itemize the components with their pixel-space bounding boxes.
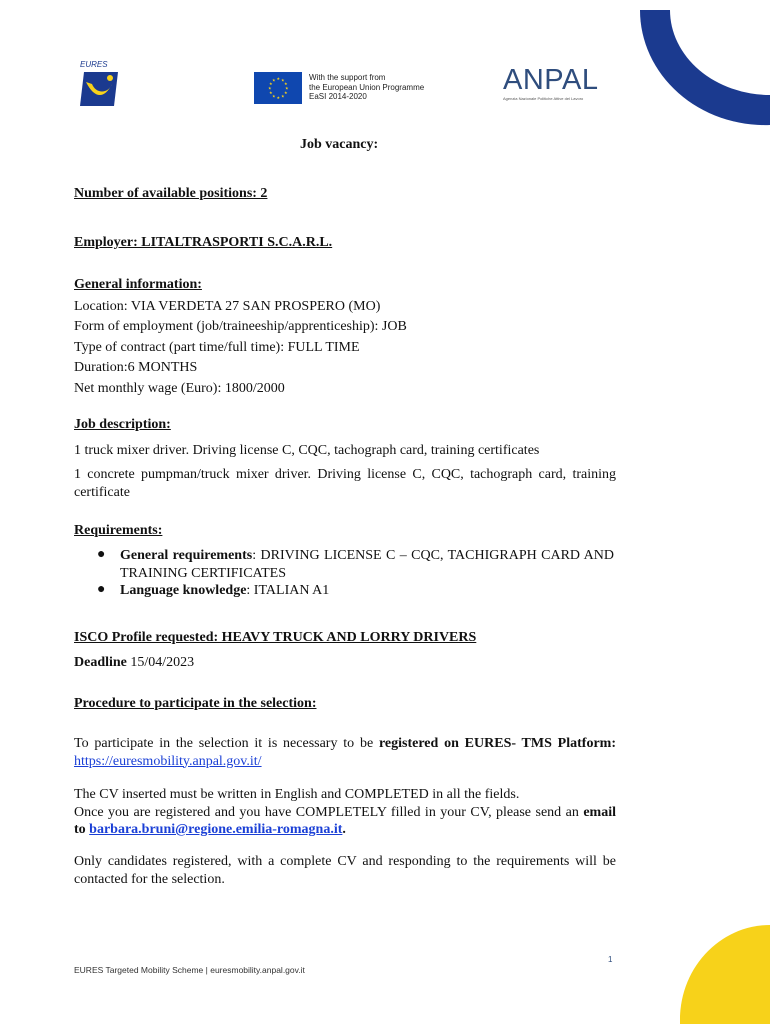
- anpal-logo: [503, 64, 618, 104]
- svg-text:★: ★: [276, 76, 281, 81]
- procedure-paragraph: [74, 735, 616, 770]
- eu-support-line: With the support from: [309, 73, 386, 82]
- deadline-label: Deadline: [74, 655, 127, 670]
- svg-text:★: ★: [269, 90, 273, 95]
- period: .: [342, 822, 346, 837]
- wage-line: Net monthly wage (Euro): 1800/2000: [74, 381, 285, 396]
- bullet-icon: ●: [97, 582, 106, 597]
- location-line: Location: VIA VERDETA 27 SAN PROSPERO (MO): [74, 299, 381, 314]
- procedure-text: To participate in the selection it is necessary to be: [74, 736, 379, 751]
- footer-text: EURES Targeted Mobility Scheme | euresmobility.anpal.gov.it: [74, 965, 305, 975]
- svg-text:★: ★: [281, 77, 285, 83]
- eu-support-text: [309, 73, 449, 102]
- eures-logo: [74, 58, 124, 110]
- employment-form-line: Form of employment (job/traineeship/apprenticeship): JOB: [74, 319, 407, 334]
- svg-text:★: ★: [272, 77, 276, 83]
- eu-support-line: EaSI 2014-2020: [309, 92, 367, 102]
- procedure-emphasis: registered on EURES- TMS Platform:: [378, 736, 616, 751]
- general-info-heading: General information:: [74, 277, 202, 292]
- requirement-text: [120, 582, 614, 600]
- job-description-line: 1 concrete pumpman/truck mixer driver. Driving license C, CQC, tachograph card, training certificate: [74, 467, 616, 500]
- eu-flag: [254, 72, 302, 104]
- requirement-value: : ITALIAN A1: [246, 583, 330, 598]
- eu-stars-icon: [254, 72, 302, 104]
- page-title: Job vacancy:: [300, 137, 379, 152]
- svg-text:★: ★: [276, 95, 281, 100]
- isco-profile: ISCO Profile requested: HEAVY TRUCK AND LORRY DRIVERS: [74, 630, 477, 645]
- requirement-label: General requirements: [120, 548, 253, 563]
- duration-line: Duration:6 MONTHS: [74, 360, 198, 375]
- employer-heading: Employer: LITALTRASPORTI S.C.A.R.L.: [74, 235, 333, 250]
- cv-text: Once you are registered and you have COMPLETELY filled in your CV, please send an: [74, 804, 584, 820]
- positions-heading: Number of available positions: 2: [74, 186, 268, 201]
- page-number: 1: [608, 955, 613, 964]
- svg-text:★: ★: [284, 90, 288, 95]
- email-to-label: email to: [74, 804, 616, 837]
- requirement-label: Language knowledge: [120, 583, 247, 598]
- svg-text:★: ★: [272, 93, 276, 99]
- job-description-line: 1 truck mixer driver. Driving license C, CQC, tachograph card, training certificates: [74, 443, 540, 458]
- bottom-corner-disc: [680, 925, 770, 1024]
- anpal-logo-text: ANPAL: [503, 64, 599, 96]
- bullet-icon: ●: [97, 547, 106, 562]
- selection-note: Only candidates registered, with a complete CV and responding to the requirements will be contacted for the selection.: [74, 854, 616, 887]
- anpal-logo-subtitle: Agenzia Nazionale Politiche Attive del Lavoro: [503, 96, 584, 101]
- svg-text:★: ★: [269, 81, 273, 86]
- cv-text: The CV inserted must be written in English and COMPLETED in all the fields.: [74, 787, 520, 802]
- requirement-text: [120, 547, 614, 582]
- eures-logo-icon: [74, 58, 124, 110]
- contract-type-line: Type of contract (part time/full time): FULL TIME: [74, 340, 360, 355]
- procedure-heading: Procedure to participate in the selection:: [74, 696, 317, 711]
- requirement-value: : DRIVING LICENSE C – CQC, TACHIGRAPH CARD AND TRAINING CERTIFICATES: [120, 548, 615, 581]
- svg-text:★: ★: [268, 85, 272, 91]
- svg-text:★: ★: [281, 93, 285, 99]
- eu-support-line: the European Union Programme: [309, 82, 425, 92]
- deadline: [74, 653, 194, 673]
- top-corner-arc: [640, 0, 770, 130]
- svg-text:★: ★: [285, 85, 289, 91]
- cv-paragraph: [74, 786, 616, 839]
- job-description-heading: Job description:: [74, 417, 171, 432]
- deadline-value: 15/04/2023: [130, 655, 195, 670]
- eures-tms-link[interactable]: https://euresmobility.anpal.gov.it/: [74, 753, 262, 769]
- contact-email-link[interactable]: barbara.bruni@regione.emilia-romagna.it: [89, 822, 343, 837]
- requirements-heading: Requirements:: [74, 523, 163, 538]
- eures-logo-text: EURES: [80, 60, 108, 69]
- svg-text:★: ★: [284, 81, 288, 86]
